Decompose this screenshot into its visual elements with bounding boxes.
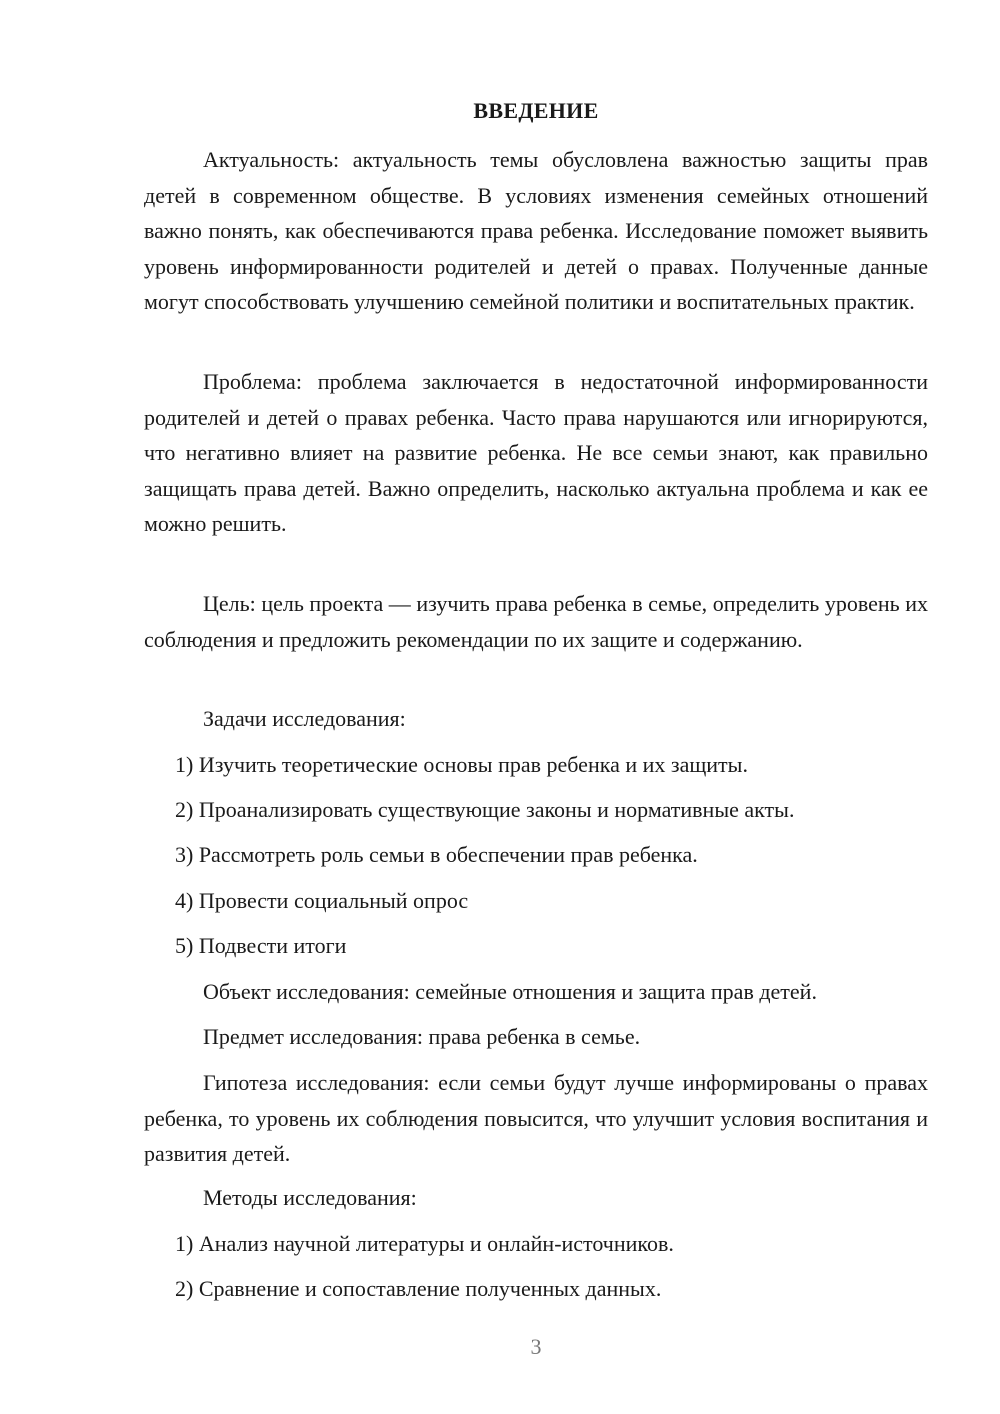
task-item: 1) Изучить теоретические основы прав ребенка и их защиты. (175, 752, 748, 777)
tasks-heading: Задачи исследования: (203, 706, 406, 731)
task-item: 5) Подвести итоги (175, 933, 347, 958)
page-title: ВВЕДЕНИЕ (473, 98, 599, 123)
page-number: 3 (530, 1334, 542, 1359)
hypothesis-paragraph: Гипотеза исследования: если семьи будут лучше информированы о правах ребенка, то уровень их соблюдения повысится, что улучшит условия воспитания и развития детей. (144, 1070, 928, 1166)
task-item: 4) Провести социальный опрос (175, 888, 469, 913)
research-subject: Предмет исследования: права ребенка в семье. (203, 1024, 641, 1049)
research-object: Объект исследования: семейные отношения и защита прав детей. (203, 979, 817, 1004)
methods-heading: Методы исследования: (203, 1185, 417, 1210)
task-item: 3) Рассмотреть роль семьи в обеспечении прав ребенка. (175, 842, 698, 867)
method-item: 1) Анализ научной литературы и онлайн-источников. (175, 1231, 674, 1256)
relevance-paragraph: Актуальность: актуальность темы обусловлена важностью защиты прав детей в современном обществе. В условиях изменения семейных отношений важно понять, как обеспечиваются права ребенка. Исследование поможет выявить уровень информированности родителей и детей о правах. Полученные данные могут способствовать улучшению семейной политики и воспитательных практик. (144, 147, 928, 314)
method-item: 2) Сравнение и сопоставление полученных данных. (175, 1276, 662, 1301)
goal-paragraph: Цель: цель проекта — изучить права ребенка в семье, определить уровень их соблюдения и предложить рекомендации по их защите и содержанию. (144, 591, 928, 652)
task-item: 2) Проанализировать существующие законы и нормативные акты. (175, 797, 795, 822)
problem-paragraph: Проблема: проблема заключается в недостаточной информированности родителей и детей о правах ребенка. Часто права нарушаются или игнорируются, что негативно влияет на развитие ребенка. Не все семьи знают, как правильно защищать права детей. Важно определить, насколько актуальна проблема и как ее можно решить. (144, 369, 928, 536)
